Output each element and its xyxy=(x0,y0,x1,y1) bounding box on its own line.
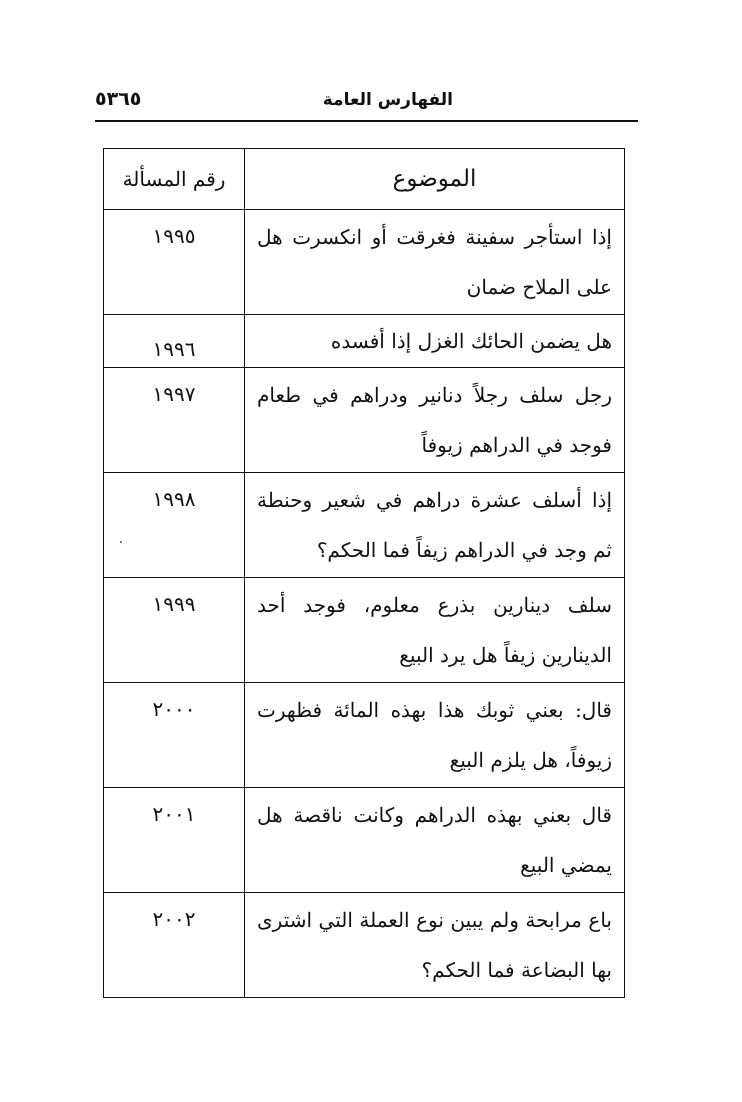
issue-number-cell: ٢٠٠٢ xyxy=(104,893,245,998)
table-row xyxy=(104,893,625,998)
column-header-topic: الموضوع xyxy=(245,149,625,210)
table-row xyxy=(104,368,625,473)
table-row xyxy=(104,683,625,788)
table-row xyxy=(104,788,625,893)
page-header xyxy=(95,84,638,122)
page-number: ٥٣٦٥ xyxy=(95,88,142,110)
topic-cell: هل يضمن الحائك الغزل إذا أفسده xyxy=(245,315,625,368)
issue-number-cell: ٢٠٠٠ xyxy=(104,683,245,788)
issue-number-cell: ٢٠٠١ xyxy=(104,788,245,893)
topic-cell: إذا استأجر سفينة فغرقت أو انكسرت هل على الملاح ضمان xyxy=(245,210,625,315)
topic-cell: إذا أسلف عشرة دراهم في شعير وحنطة ثم وجد في الدراهم زيفاً فما الحكم؟ xyxy=(245,473,625,578)
table-header-row xyxy=(104,149,625,210)
table-row xyxy=(104,210,625,315)
column-header-issue-number: رقم المسألة xyxy=(104,149,245,210)
table-row xyxy=(104,315,625,368)
table-row xyxy=(104,473,625,578)
topic-cell: باع مرابحة ولم يبين نوع العملة التي اشترى بها البضاعة فما الحكم؟ xyxy=(245,893,625,998)
issue-number-cell: ١٩٩٥ xyxy=(104,210,245,315)
topic-cell: قال: بعني ثوبك هذا بهذه المائة فظهرت زيوفاً، هل يلزم البيع xyxy=(245,683,625,788)
issue-number-cell: ١٩٩٨ xyxy=(104,473,245,578)
topic-cell: سلف دينارين بذرع معلوم، فوجد أحد الدينارين زيفاً هل يرد البيع xyxy=(245,578,625,683)
issue-number-cell: ١٩٩٦ xyxy=(104,315,245,368)
issue-number-cell: ١٩٩٧ xyxy=(104,368,245,473)
running-title: الفهارس العامة xyxy=(322,90,453,110)
topic-cell: رجل سلف رجلاً دنانير ودراهم في طعام فوجد في الدراهم زيوفاً xyxy=(245,368,625,473)
index-table xyxy=(103,148,625,998)
scan-speck xyxy=(120,541,122,543)
topic-cell: قال بعني بهذه الدراهم وكانت ناقصة هل يمضي البيع xyxy=(245,788,625,893)
issue-number-cell: ١٩٩٩ xyxy=(104,578,245,683)
table-row xyxy=(104,578,625,683)
